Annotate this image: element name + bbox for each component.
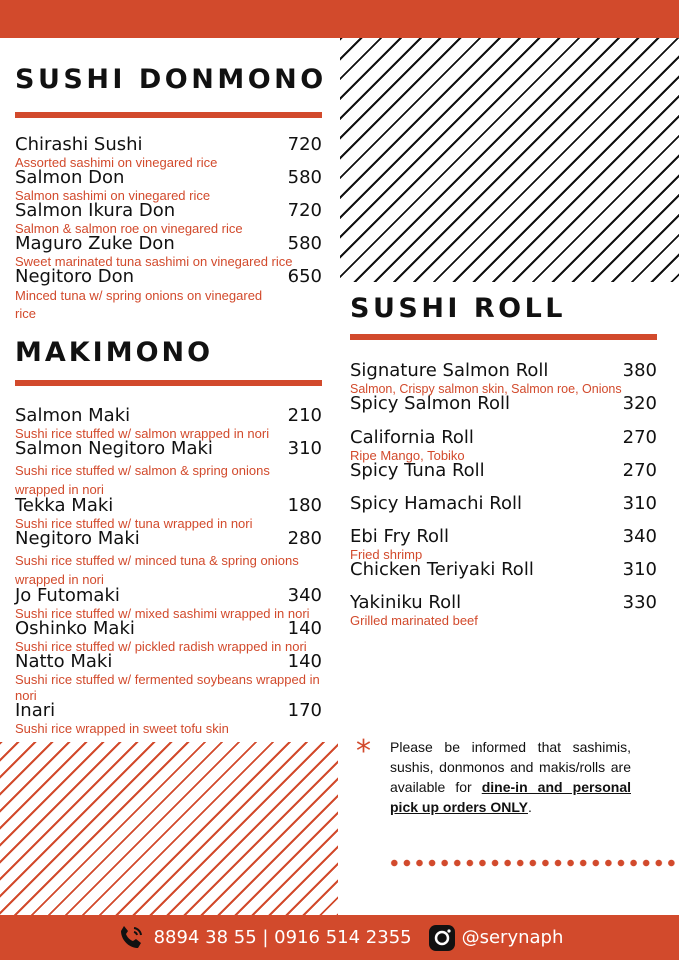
phone-icon — [116, 923, 146, 953]
menu-item — [350, 526, 657, 562]
item-price: 310 — [622, 493, 657, 514]
donmono-divider — [15, 112, 322, 118]
makimono-title: MAKIMONO — [15, 337, 214, 368]
donmono-title: SUSHI DONMONO — [15, 64, 327, 95]
item-name: Oshinko Maki — [15, 618, 135, 639]
item-price: 330 — [622, 592, 657, 613]
note-text — [390, 737, 631, 817]
menu-item — [15, 495, 322, 531]
item-description: Sushi rice stuffed w/ fermented soybeans wrapped in nori — [15, 672, 320, 703]
item-description: Sushi rice stuffed w/ minced tuna & spring onions wrapped in nori — [15, 553, 299, 587]
item-description: Assorted sashimi on vinegared rice — [15, 155, 218, 170]
menu-item — [15, 266, 322, 323]
item-price: 650 — [287, 266, 322, 287]
menu-item — [15, 651, 322, 703]
item-price: 270 — [622, 460, 657, 481]
makimono-divider — [15, 380, 322, 386]
item-name: Inari — [15, 700, 56, 721]
item-description: Ripe Mango, Tobiko — [350, 448, 465, 463]
item-price: 720 — [287, 134, 322, 155]
item-name: Spicy Tuna Roll — [350, 460, 485, 481]
item-description: Sushi rice wrapped in sweet tofu skin — [15, 721, 229, 736]
item-price: 310 — [287, 438, 322, 459]
item-price: 270 — [622, 427, 657, 448]
instagram-icon — [428, 924, 456, 952]
item-name: Salmon Negitoro Maki — [15, 438, 213, 459]
item-name: Chirashi Sushi — [15, 134, 143, 155]
menu-item — [15, 700, 322, 737]
note-body: Please be informed that sashimis, sushis, donmonos and makis/rolls are available for — [390, 739, 631, 795]
menu-item — [15, 438, 322, 495]
note-emphasis: dine-in and personal pick up orders ONLY — [390, 779, 631, 815]
menu-item — [15, 167, 322, 203]
item-description: Sweet marinated tuna sashimi on vinegared rice — [15, 254, 293, 269]
item-name: Salmon Ikura Don — [15, 200, 176, 221]
item-description: Fried shrimp — [350, 547, 423, 562]
item-name: Salmon Don — [15, 167, 125, 188]
item-price: 580 — [287, 167, 322, 188]
sushi-roll-menu — [350, 360, 657, 629]
item-name: Signature Salmon Roll — [350, 360, 549, 381]
item-price: 180 — [287, 495, 322, 516]
item-name: Natto Maki — [15, 651, 113, 672]
menu-item — [350, 592, 657, 629]
item-price: 340 — [287, 585, 322, 606]
item-name: Spicy Salmon Roll — [350, 393, 510, 414]
item-price: 580 — [287, 233, 322, 254]
menu-item — [15, 528, 322, 585]
item-description: Salmon sashimi on vinegared rice — [15, 188, 211, 203]
item-price: 310 — [622, 559, 657, 580]
item-name: Chicken Teriyaki Roll — [350, 559, 534, 580]
menu-item — [15, 585, 322, 621]
item-description: Sushi rice stuffed w/ salmon & spring onions wrapped in nori — [15, 463, 270, 497]
item-price: 140 — [287, 651, 322, 672]
item-name: Ebi Fry Roll — [350, 526, 450, 547]
dotted-divider — [388, 856, 679, 870]
top-accent-bar — [0, 0, 679, 38]
menu-item — [350, 360, 657, 396]
instagram-handle[interactable]: @serynaph — [461, 927, 564, 948]
makimono-menu — [15, 405, 322, 737]
asterisk-icon: * — [356, 734, 371, 769]
sushi-roll-title: SUSHI ROLL — [350, 293, 567, 324]
menu-item — [350, 493, 657, 526]
note-end: . — [527, 799, 532, 815]
item-description: Salmon & salmon roe on vinegared rice — [15, 221, 243, 236]
item-name: California Roll — [350, 427, 474, 448]
menu-item — [15, 233, 322, 269]
menu-item — [15, 134, 322, 170]
menu-item — [350, 393, 657, 427]
item-name: Salmon Maki — [15, 405, 131, 426]
phone-numbers[interactable]: 8894 38 55 | 0916 514 2355 — [153, 927, 412, 948]
item-price: 320 — [622, 393, 657, 414]
item-price: 140 — [287, 618, 322, 639]
item-price: 170 — [287, 700, 322, 721]
item-name: Negitoro Maki — [15, 528, 140, 549]
menu-item — [15, 405, 322, 441]
item-name: Maguro Zuke Don — [15, 233, 175, 254]
item-description: Minced tuna w/ spring onions on vinegared rice — [15, 288, 263, 321]
item-name: Negitoro Don — [15, 266, 135, 287]
item-description: Salmon, Crispy salmon skin, Salmon roe, Onions — [350, 382, 622, 396]
sushi-roll-divider — [350, 334, 657, 340]
donmono-menu — [15, 134, 322, 323]
item-price: 380 — [622, 360, 657, 381]
contact-bar — [0, 915, 679, 960]
item-description: Sushi rice stuffed w/ tuna wrapped in nori — [15, 516, 253, 531]
item-price: 280 — [287, 528, 322, 549]
menu-item — [15, 618, 322, 654]
menu-item — [350, 559, 657, 592]
item-name: Jo Futomaki — [15, 585, 120, 606]
item-price: 340 — [622, 526, 657, 547]
item-name: Yakiniku Roll — [350, 592, 462, 613]
menu-item — [350, 460, 657, 493]
item-price: 210 — [287, 405, 322, 426]
item-name: Tekka Maki — [15, 495, 114, 516]
menu-item — [15, 200, 322, 236]
red-diagonal-pattern — [0, 742, 338, 915]
item-description: Grilled marinated beef — [350, 613, 478, 628]
item-description: Sushi rice stuffed w/ mixed sashimi wrapped in nori — [15, 606, 310, 621]
item-description: Sushi rice stuffed w/ salmon wrapped in nori — [15, 426, 270, 441]
menu-item — [350, 427, 657, 463]
item-name: Spicy Hamachi Roll — [350, 493, 522, 514]
item-price: 720 — [287, 200, 322, 221]
item-description: Sushi rice stuffed w/ pickled radish wrapped in nori — [15, 639, 307, 654]
black-diagonal-pattern — [340, 38, 679, 282]
